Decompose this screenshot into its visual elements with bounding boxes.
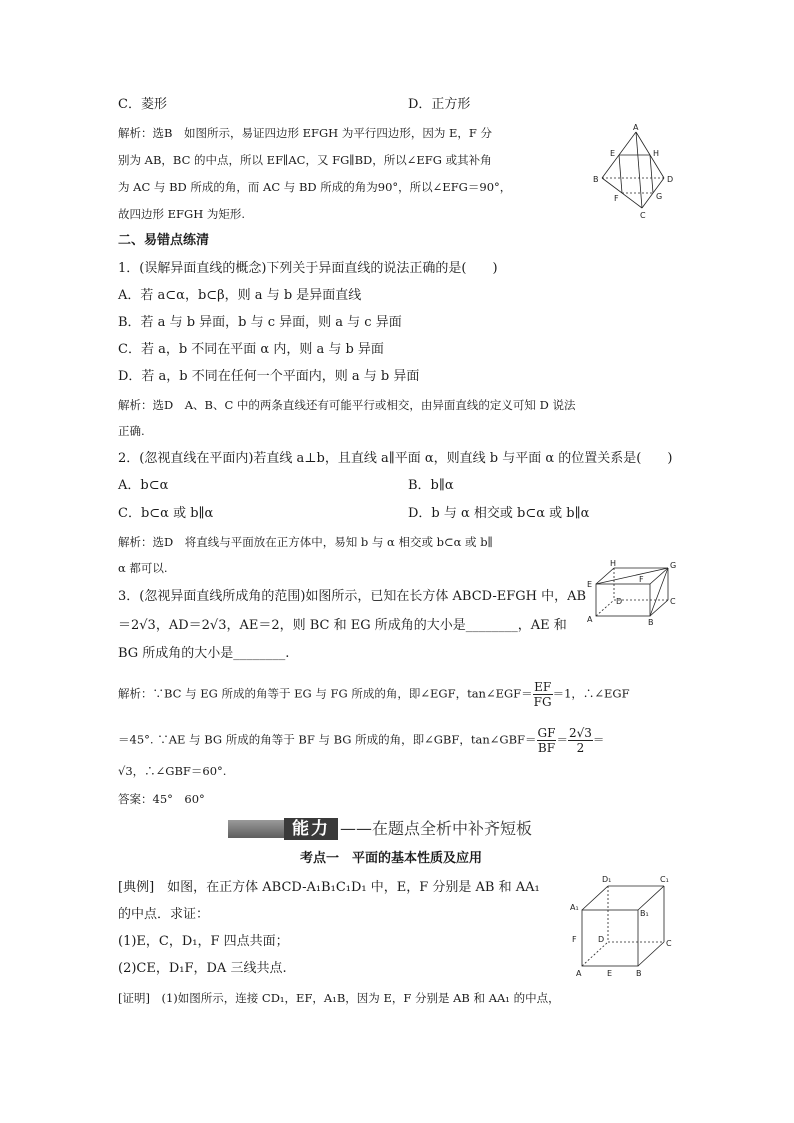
q1-option-c: C．若 a，b 不同在平面 α 内，则 a 与 b 异面 (118, 342, 384, 357)
numerator: 2√3 (568, 726, 592, 740)
option-d: D．正方形 (408, 97, 471, 112)
vertex-label: C₁ (660, 875, 669, 884)
section-title: 二、易错点练清 (118, 233, 210, 248)
vertex-label: B₁ (640, 909, 649, 918)
q2-option-c: C．b⊂α 或 b∥α (118, 506, 214, 521)
example-line: [典例] 如图，在正方体 ABCD-A₁B₁C₁D₁ 中，E，F 分别是 AB 和 AA₁ (118, 880, 540, 895)
fraction (537, 726, 557, 755)
q2-option-d: D．b 与 α 相交或 b⊂α 或 b∥α (408, 506, 590, 521)
banner-title: ——在题点全析中补齐短板 (340, 819, 533, 838)
q3-explain: √3，∴∠GBF＝60°. (118, 764, 227, 778)
denominator: FG (533, 695, 552, 709)
banner-label: 能力 (284, 818, 338, 840)
cube-figure (568, 872, 680, 982)
vertex-label: D (616, 597, 623, 606)
q3-explain-text: ＝ (592, 732, 605, 747)
q3-explain (118, 680, 630, 709)
q3-stem: 3．(忽视异面直线所成角的范围)如图所示，已知在长方体 ABCD-EFGH 中，AB (118, 589, 587, 604)
fraction (568, 726, 593, 755)
vertex-label: C (666, 939, 672, 948)
vertex-label: D₁ (602, 875, 612, 884)
vertex-label: A (633, 123, 639, 132)
numerator: GF (537, 726, 556, 740)
vertex-label: G (670, 561, 677, 570)
q1-option-b: B．若 a 与 b 异面，b 与 c 异面，则 a 与 c 异面 (118, 315, 402, 330)
cuboid-figure (584, 556, 684, 626)
vertex-label: E (610, 149, 616, 158)
vertex-label: B (648, 618, 654, 626)
q3-explain-text: ＝ (556, 732, 568, 747)
q3-stem: ＝2√3，AD＝2√3，AE＝2，则 BC 和 EG 所成角的大小是________，AE 和 (118, 618, 567, 633)
explain-line: 解析：选B 如图所示，易证四边形 EFGH 为平行四边形，因为 E，F 分 (118, 126, 493, 140)
kaodian-title: 考点一 平面的基本性质及应用 (300, 851, 483, 866)
vertex-label: D (598, 935, 605, 944)
vertex-label: A (576, 969, 582, 978)
explain-line: 故四边形 EFGH 为矩形. (118, 207, 246, 221)
vertex-label: E (607, 969, 613, 978)
option-c: C．菱形 (118, 97, 167, 112)
q3-explain-text: ＝1，∴∠EGF (552, 686, 630, 701)
proof-line: [证明] (1)如图所示，连接 CD₁，EF，A₁B，因为 E，F 分别是 AB 和 AA₁ 的中点， (118, 991, 560, 1005)
q2-stem: 2．(忽视直线在平面内)若直线 a⊥b，且直线 a∥平面 α，则直线 b 与平面 α 的位置关系是( ) (118, 451, 673, 466)
vertex-label: B (636, 969, 642, 978)
vertex-label: F (614, 194, 619, 203)
denominator: 2 (576, 741, 585, 755)
vertex-label: F (639, 575, 644, 584)
q1-explain: 正确. (118, 424, 145, 438)
explain-line: 别为 AB，BC 的中点，所以 EF∥AC，又 FG∥BD，所以∠EFG 或其补角 (118, 153, 492, 167)
q1-option-a: A．若 a⊂α，b⊂β，则 a 与 b 是异面直线 (118, 288, 362, 303)
q1-stem: 1．(误解异面直线的概念)下列关于异面直线的说法正确的是( ) (118, 261, 498, 276)
vertex-label: H (653, 149, 660, 158)
q3-stem: BG 所成角的大小是________. (118, 646, 290, 661)
example-line: (1)E，C，D₁，F 四点共面； (118, 934, 289, 949)
q2-explain: α 都可以. (118, 561, 168, 575)
vertex-label: D (667, 175, 674, 184)
q1-explain: 解析：选D A、B、C 中的两条直线还有可能平行或相交，由异面直线的定义可知 D 说法 (118, 398, 576, 412)
q2-option-b: B．b∥α (408, 478, 454, 493)
example-line: 的中点．求证： (118, 907, 210, 922)
q2-option-a: A．b⊂α (118, 478, 169, 493)
vertex-label: A (587, 615, 593, 624)
vertex-label: B (593, 175, 599, 184)
vertex-label: H (610, 559, 617, 568)
denominator: BF (537, 741, 556, 755)
banner-bar (228, 820, 284, 838)
vertex-label: E (587, 580, 593, 589)
q1-option-d: D．若 a，b 不同在任何一个平面内，则 a 与 b 异面 (118, 369, 420, 384)
example-line: (2)CE，D₁F，DA 三线共点. (118, 961, 287, 976)
fraction (533, 680, 553, 709)
vertex-label: C (640, 211, 646, 220)
q3-answer: 答案：45° 60° (118, 792, 205, 806)
q3-explain (118, 726, 604, 755)
vertex-label: F (572, 935, 577, 944)
explain-line: 为 AC 与 BD 所成的角，而 AC 与 BD 所成的角为90°，所以∠EFG＝90°， (118, 180, 512, 194)
q3-explain-text: 解析：∵BC 与 EG 所成的角等于 EG 与 FG 所成的角，即∠EGF，tan∠EGF＝ (118, 686, 533, 701)
q3-explain-text: ＝45°. ∵AE 与 BG 所成的角等于 BF 与 BG 所成的角，即∠GBF，tan∠GBF＝ (118, 732, 537, 747)
vertex-label: G (656, 192, 663, 201)
tetrahedron-figure (590, 122, 680, 222)
vertex-label: A₁ (570, 903, 579, 912)
numerator: EF (534, 680, 552, 694)
q2-explain: 解析：选D 将直线与平面放在正方体中，易知 b 与 α 相交或 b⊂α 或 b∥ (118, 535, 493, 549)
vertex-label: C (670, 597, 676, 606)
